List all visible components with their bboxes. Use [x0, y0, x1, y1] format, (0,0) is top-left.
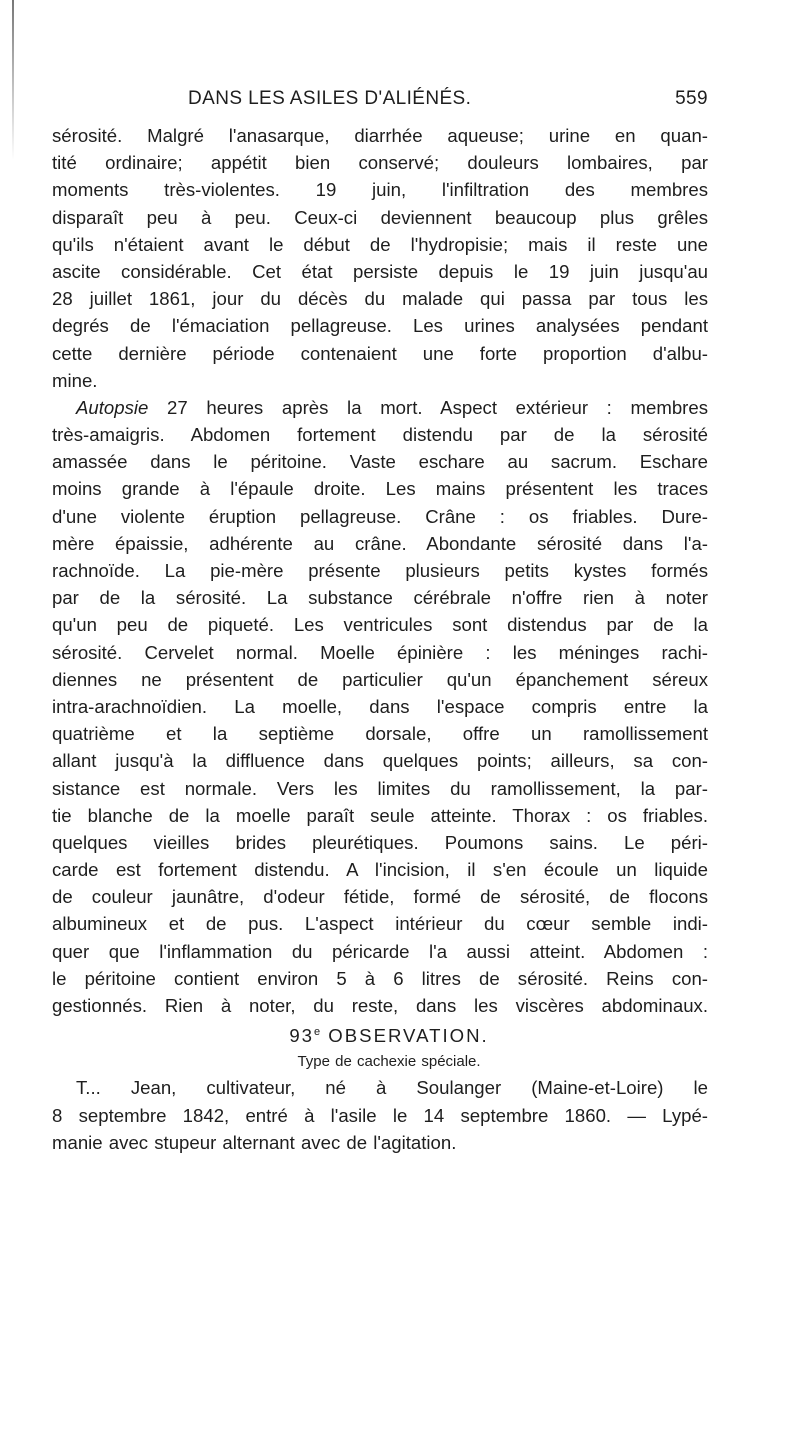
text-line: disparaît peu à peu. Ceux-ci deviennent beaucoup plus grêles	[52, 206, 708, 228]
running-title: DANS LES ASILES D'ALIÉNÉS.	[188, 88, 472, 109]
text-line: 8 septembre 1842, entré à l'asile le 14 septembre 1860. — Lypé-	[52, 1104, 708, 1126]
observation-subtitle: Type de cachexie spéciale.	[297, 1053, 481, 1071]
text-line: d'une violente éruption pellagreuse. Crâne : os friables. Dure-	[52, 505, 708, 527]
text-line: qu'un peu de piqueté. Les ventricules sont distendus par de la	[52, 614, 708, 636]
text-line: tie blanche de la moelle paraît seule atteinte. Thorax : os friables.	[52, 804, 708, 826]
ordinal-suffix: e	[314, 1026, 321, 1039]
text-line: de couleur jaunâtre, d'odeur fétide, formé de sérosité, de flocons	[52, 886, 708, 908]
running-header	[52, 88, 708, 118]
text-line: quatrième et la septième dorsale, offre un ramollissement	[52, 723, 708, 745]
text-line: T... Jean, cultivateur, né à Soulanger (Maine-et-Loire) le	[76, 1077, 708, 1099]
text-line: ascite considérable. Cet état persiste depuis le 19 juin jusqu'au	[52, 260, 708, 282]
text-line: albumineux et de pus. L'aspect intérieur du cœur semble indi-	[52, 913, 708, 935]
text-line: 28 juillet 1861, jour du décès du malade qui passa par tous les	[52, 288, 708, 310]
text-line: allant jusqu'à la diffluence dans quelques points; ailleurs, sa con-	[52, 750, 708, 772]
text-line: carde est fortement distendu. A l'incision, il s'en écoule un liquide	[52, 859, 708, 881]
text-line: tité ordinaire; appétit bien conservé; douleurs lombaires, par	[52, 152, 708, 174]
text-line: manie avec stupeur alternant avec de l'agitation.	[52, 1131, 457, 1153]
text-line: mine.	[52, 369, 98, 391]
text-line: sérosité. Cervelet normal. Moelle épinière : les méninges rachi-	[52, 641, 708, 663]
paragraph-autopsy	[52, 394, 708, 1019]
observation-heading	[52, 1019, 708, 1049]
text-line: gestionnés. Rien à noter, du reste, dans les viscères abdominaux.	[52, 995, 708, 1016]
text-fragment: 27 heures après la mort. Aspect extérieur : membres	[148, 396, 708, 418]
text-line: amassée dans le péritoine. Vaste eschare au sacrum. Eschare	[52, 451, 708, 473]
text-line: rachnoïde. La pie-mère présente plusieurs petits kystes formés	[52, 560, 708, 581]
paragraph-case-intro	[52, 1074, 708, 1156]
text-line: quelques vieilles brides pleurétiques. Poumons sains. Le péri-	[52, 831, 708, 853]
page-number: 559	[675, 88, 708, 109]
page-edge-shadow	[12, 0, 14, 160]
text-line	[52, 394, 708, 421]
book-page	[52, 0, 708, 1156]
observation-title: OBSERVATION.	[328, 1025, 489, 1047]
text-line: degrés de l'émaciation pellagreuse. Les urines analysées pendant	[52, 315, 708, 337]
text-line: moments très-violentes. 19 juin, l'infiltration des membres	[52, 179, 708, 201]
text-line: qu'ils n'étaient avant le début de l'hydropisie; mais il reste une	[52, 233, 708, 255]
text-line: cette dernière période contenaient une forte proportion d'albu-	[52, 342, 708, 364]
text-line: quer que l'inflammation du péricarde l'a aussi atteint. Abdomen :	[52, 940, 708, 962]
text-line: mère épaissie, adhérente au crâne. Abondante sérosité dans l'a-	[52, 532, 708, 554]
text-line: diennes ne présentent de particulier qu'un épanchement séreux	[52, 668, 708, 690]
autopsy-lead-word: Autopsie	[76, 396, 149, 418]
text-line: le péritoine contient environ 5 à 6 litres de sérosité. Reins con-	[52, 967, 708, 989]
paragraph-illness-course	[52, 122, 708, 394]
text-line: par de la sérosité. La substance cérébrale n'offre rien à noter	[52, 587, 708, 609]
observation-number: 93	[289, 1025, 314, 1047]
text-line: sistance est normale. Vers les limites du ramollissement, la par-	[52, 777, 708, 799]
text-line: moins grande à l'épaule droite. Les mains présentent les traces	[52, 478, 708, 500]
text-line: intra-arachnoïdien. La moelle, dans l'espace compris entre la	[52, 695, 708, 717]
text-line: sérosité. Malgré l'anasarque, diarrhée aqueuse; urine en quan-	[52, 125, 708, 146]
text-line: très-amaigris. Abdomen fortement distendu par de la sérosité	[52, 424, 708, 446]
body-text	[52, 122, 708, 1156]
